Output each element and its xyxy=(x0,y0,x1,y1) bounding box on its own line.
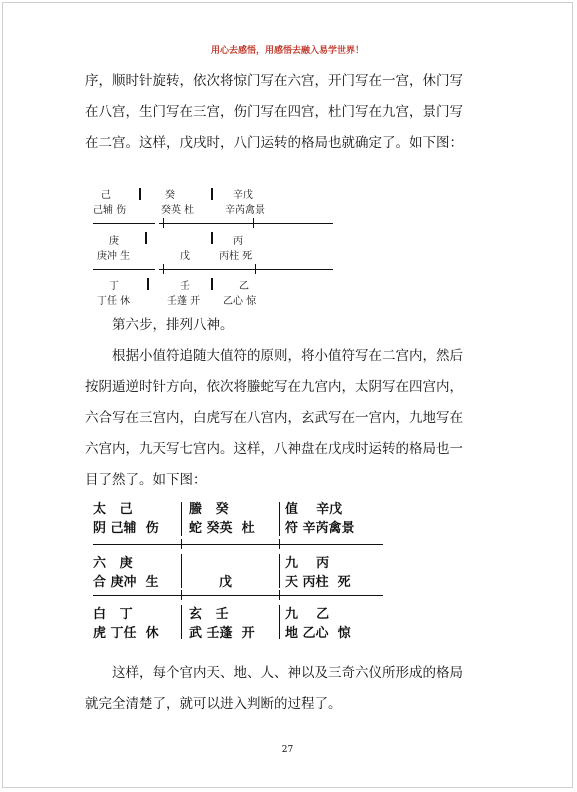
paragraph-eight-gods xyxy=(85,341,505,496)
grid-cross xyxy=(255,264,256,274)
grid-cell-top: 丁 xyxy=(109,281,119,292)
text-line: 目了然了。如下图： xyxy=(85,472,207,488)
grid-cell-bottom: 壬蓬 开 xyxy=(167,296,201,307)
grid-divider xyxy=(211,232,213,244)
eight-gods-grid xyxy=(93,498,393,648)
grid-divider xyxy=(211,278,213,290)
grid-cross xyxy=(181,539,182,549)
grid-cell-top: 辛戊 xyxy=(233,190,253,201)
grid-cell-bottom: 癸英 杜 xyxy=(161,205,195,216)
grid-cell-bottom: 虎 丁任 休 xyxy=(93,626,159,641)
eight-doors-grid xyxy=(93,186,333,308)
document-page xyxy=(2,2,573,788)
grid-cell-bottom: 己辅 伤 xyxy=(93,205,127,216)
grid-cell-bottom: 丙柱 死 xyxy=(219,251,253,262)
grid-divider xyxy=(181,502,182,536)
grid-cell-bottom: 武 壬蓬 开 xyxy=(189,626,255,641)
text-line: 六合写在三宫内，白虎写在八宫内，玄武写在一宫内，九地写在 xyxy=(85,410,463,426)
grid-rule xyxy=(93,544,383,545)
text-line: 序，顺时针旋转，依次将惊门写在六宫，开门写在一宫，休门写 xyxy=(85,73,463,89)
text-line: 按阴遁逆时针方向，依次将螣蛇写在九宫内，太阴写在四宫内， xyxy=(85,379,463,395)
grid-cell-bottom: 丁任 休 xyxy=(97,296,131,307)
grid-divider xyxy=(147,278,149,290)
grid-cell-top: 六 庚 xyxy=(93,556,133,571)
grid-cross xyxy=(163,264,164,274)
grid-cell-top: 庚 xyxy=(109,236,119,247)
grid-divider xyxy=(279,554,280,588)
grid-rule xyxy=(159,223,333,224)
grid-cell-top: 白 丁 xyxy=(93,607,133,622)
paragraph-conclusion xyxy=(85,658,505,720)
grid-cross xyxy=(253,218,254,228)
grid-cell-center: 戊 xyxy=(219,575,233,590)
grid-rule xyxy=(93,223,155,224)
text-line: 根据小值符追随大值符的原则，将小值符写在二宫内，然后 xyxy=(112,348,463,364)
grid-cell-top: 九 丙 xyxy=(285,556,330,571)
grid-rule xyxy=(93,595,383,596)
grid-cell-top: 螣 癸 xyxy=(189,502,229,517)
grid-cell-bottom: 合 庚冲 生 xyxy=(93,575,159,590)
page-header: 用心去感悟，用感悟去融入易学世界！ xyxy=(210,46,364,56)
grid-cell-top: 壬 xyxy=(180,281,190,292)
grid-cell-bottom: 庚冲 生 xyxy=(97,251,131,262)
grid-cell-bottom: 天 丙柱 死 xyxy=(285,575,351,590)
grid-divider xyxy=(181,605,182,639)
grid-cell-top: 值 辛戊 xyxy=(285,502,343,517)
grid-cell-top: 己 xyxy=(101,190,111,201)
grid-cell-bottom: 乙心 惊 xyxy=(223,296,257,307)
grid-divider xyxy=(139,188,141,200)
grid-cell-bottom: 阴 己辅 伤 xyxy=(93,521,159,536)
grid-divider xyxy=(145,232,147,244)
grid-cross xyxy=(279,590,280,600)
grid-divider xyxy=(279,502,280,536)
grid-cross xyxy=(163,218,164,228)
grid-divider xyxy=(279,605,280,639)
grid-cell-bottom: 符 辛芮禽景 xyxy=(285,521,355,536)
paragraph-eight-doors xyxy=(85,66,505,159)
text-line: 第六步，排列八神。 xyxy=(112,317,234,333)
grid-cell-top: 乙 xyxy=(239,281,249,292)
grid-cell-bottom: 蛇 癸英 杜 xyxy=(189,521,255,536)
text-line: 就完全清楚了，就可以进入判断的过程了。 xyxy=(85,696,342,712)
grid-cross xyxy=(279,539,280,549)
grid-cell-top: 太 己 xyxy=(93,502,133,517)
grid-cell-top: 癸 xyxy=(165,190,175,201)
page-number: 27 xyxy=(281,745,294,755)
text-line: 六宫内，九天写七宫内。这样，八神盘在戊戌时运转的格局也一 xyxy=(85,441,463,457)
grid-cell-bottom: 辛芮禽景 xyxy=(225,205,265,216)
grid-cross xyxy=(181,590,182,600)
grid-divider xyxy=(211,188,213,200)
step-six-heading xyxy=(85,310,532,341)
grid-divider xyxy=(181,554,182,588)
grid-rule xyxy=(93,269,155,270)
text-line: 在二宫。这样，戊戌时，八门运转的格局也就确定了。如下图： xyxy=(85,135,463,151)
grid-cell-bottom: 地 乙心 惊 xyxy=(285,626,351,641)
grid-cell-top: 九 乙 xyxy=(285,607,330,622)
text-line: 在八宫，生门写在三宫，伤门写在四宫，杜门写在九宫，景门写 xyxy=(85,104,463,120)
text-line: 这样，每个官内天、地、人、神以及三奇六仪所形成的格局 xyxy=(112,665,463,681)
grid-cell-center: 戊 xyxy=(180,251,190,262)
grid-cell-top: 丙 xyxy=(233,236,243,247)
grid-cell-top: 玄 壬 xyxy=(189,607,229,622)
grid-rule xyxy=(159,269,333,270)
